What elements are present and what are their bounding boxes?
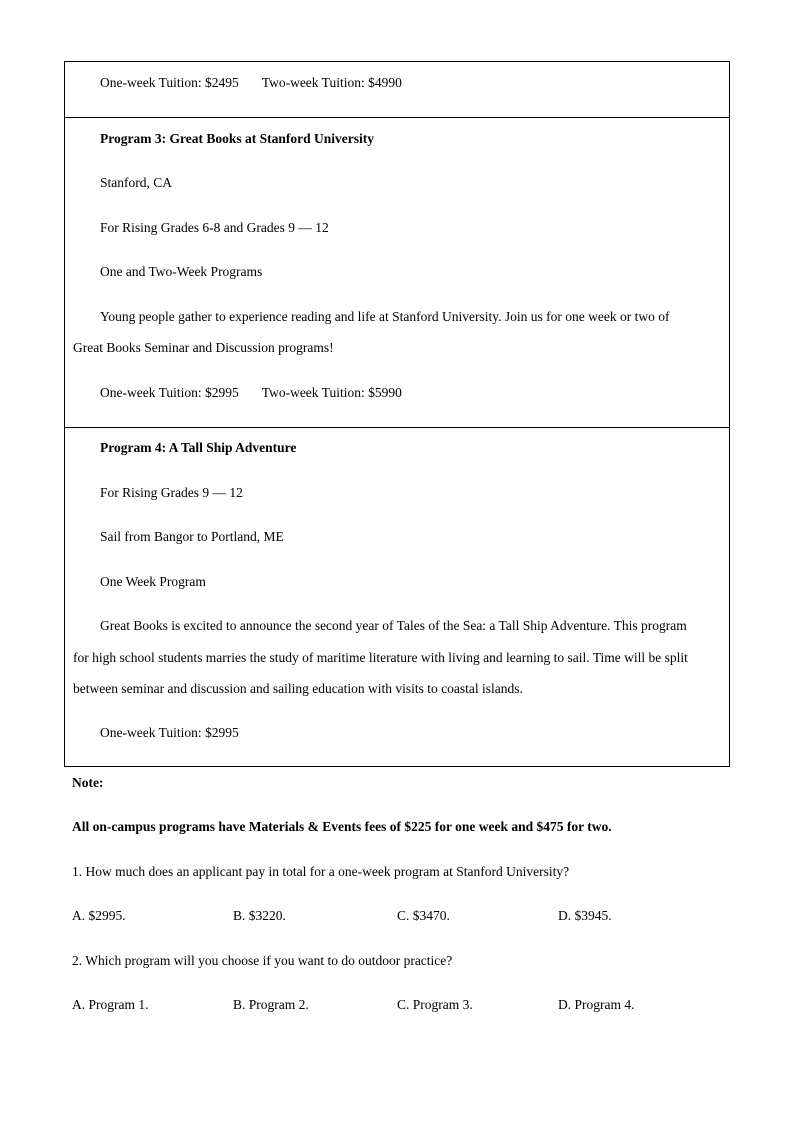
question-2-option-c: C. Program 3.: [397, 997, 473, 1012]
program-4-route: Sail from Bangor to Portland, ME: [100, 529, 284, 544]
question-2-text: 2. Which program will you choose if you want to do outdoor practice?: [72, 953, 453, 968]
note-label: Note:: [72, 775, 104, 790]
question-2-option-a: A. Program 1.: [72, 997, 149, 1012]
program-3-grades: For Rising Grades 6-8 and Grades 9 — 12: [100, 220, 329, 235]
question-2-option-b: B. Program 2.: [233, 997, 309, 1012]
one-week-tuition: One-week Tuition: $2495: [100, 75, 239, 90]
program-3-location: Stanford, CA: [100, 175, 172, 190]
question-1-option-b: B. $3220.: [233, 908, 286, 923]
program-4-one-week-tuition: One-week Tuition: $2995: [100, 725, 239, 740]
program-4-title: Program 4: A Tall Ship Adventure: [100, 440, 297, 455]
table-row-program-3: [65, 117, 729, 427]
question-1-option-c: C. $3470.: [397, 908, 450, 923]
program-3-description-line-1: Young people gather to experience reading and life at Stanford University. Join us for one week or two of: [100, 309, 670, 324]
tuition-line: [100, 75, 402, 91]
program-3-description-line-2: Great Books Seminar and Discussion programs!: [73, 340, 334, 355]
program-4-description-line-3: between seminar and discussion and sailing education with visits to coastal islands.: [73, 681, 523, 696]
question-2-option-d: D. Program 4.: [558, 997, 635, 1012]
programs-table: [64, 61, 730, 767]
question-1-text: 1. How much does an applicant pay in total for a one-week program at Stanford University?: [72, 864, 570, 879]
two-week-tuition: Two-week Tuition: $5990: [261, 385, 402, 400]
program-4-description-line-1: Great Books is excited to announce the second year of Tales of the Sea: a Tall Ship Adventure. This program: [100, 618, 687, 633]
program-3-duration: One and Two-Week Programs: [100, 264, 263, 279]
one-week-tuition: One-week Tuition: $2995: [100, 385, 239, 400]
question-1-option-a: A. $2995.: [72, 908, 126, 923]
program-3-title: Program 3: Great Books at Stanford University: [100, 131, 374, 146]
program-4-duration: One Week Program: [100, 574, 206, 589]
table-row-tuition: [65, 62, 729, 117]
program-3-tuition-line: [100, 385, 402, 401]
two-week-tuition: Two-week Tuition: $4990: [261, 75, 402, 90]
table-row-program-4: [65, 427, 729, 766]
program-4-grades: For Rising Grades 9 — 12: [100, 485, 243, 500]
question-1-option-d: D. $3945.: [558, 908, 612, 923]
program-4-description-line-2: for high school students marries the study of maritime literature with living and learning to sail. Time will be split: [73, 650, 688, 665]
note-text: All on-campus programs have Materials & Events fees of $225 for one week and $475 for two.: [72, 819, 612, 834]
